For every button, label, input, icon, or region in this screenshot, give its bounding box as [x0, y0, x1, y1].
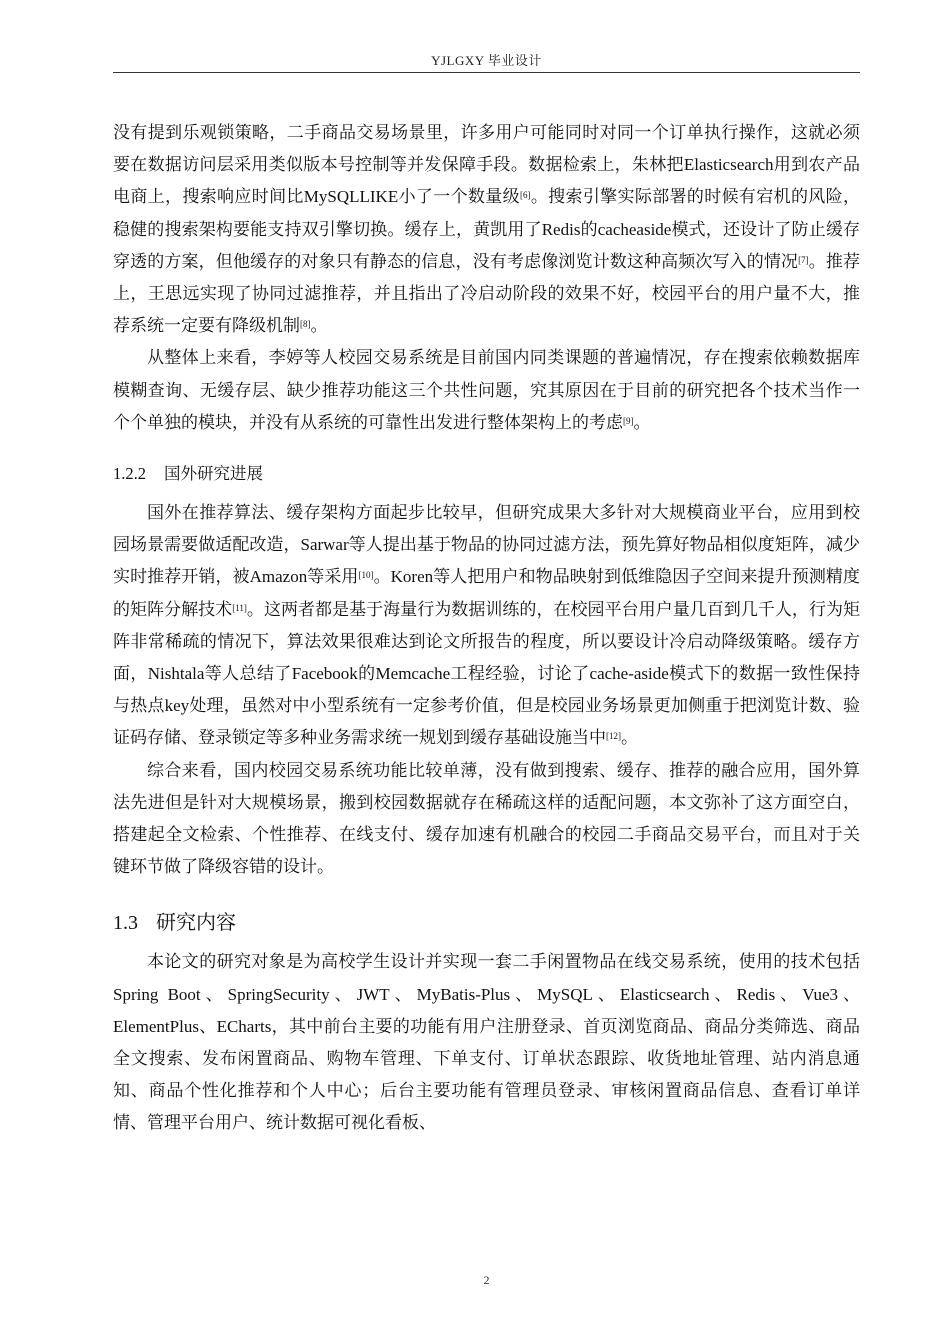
paragraph-text: 。这两者都是基于海量行为数据训练的，在校园平台用户量几百到几千人，行为矩阵非常稀疏的情况下，算法效果很难达到论文所报告的程度，所以要设计冷启动降级策略。缓存方面，Nishtala等人总结了Facebook的Memcache工程经验，讨论了cache-aside模式下的数据一致性保持与热点key处理，虽然对中小型系统有一定参考价值，但是校园业务场景更加侧重于把浏览计数、验证码存储、登录锁定等多种业务需求统一规划到缓存基础设施当中 — [113, 599, 861, 748]
section-heading-1-2-2 — [113, 461, 860, 487]
section-title: 国外研究进展 — [164, 464, 263, 484]
paragraph-domestic-summary — [113, 342, 860, 439]
section-title: 研究内容 — [156, 910, 236, 935]
citation-ref: [7] — [798, 254, 809, 265]
page-header: YJLGXY 毕业设计 — [431, 53, 542, 68]
paragraph-domestic-research-cont — [113, 117, 860, 342]
header-rule — [113, 72, 860, 73]
paragraph-overall-summary — [113, 755, 860, 884]
paragraph-text: 没有提到乐观锁策略，二手商品交易场景里，许多用户可能同时对同一个订单执行操作，这就必须要在数据访问层采用类似版本号控制等并发保障手段。数据检索上，朱林把Elasticsearch用到农产品电商上，搜索响应时间比MySQLLIKE小了一个数量级 — [113, 123, 860, 207]
section-number: 1.2.2 — [113, 464, 146, 484]
paragraph-text: 。 — [621, 728, 638, 748]
paragraph-text: 。 — [633, 412, 651, 432]
paragraph-text: 综合来看，国内校园交易系统功能比较单薄，没有做到搜索、缓存、推荐的融合应用，国外算法先进但是针对大规模场景，搬到校园数据就存在稀疏这样的适配问题，本文弥补了这方面空白，搭建起全文检索、个性推荐、在线支付、缓存加速有机融合的校园二手商品交易平台，而且对于关键环节做了降级容错的设计。 — [113, 760, 860, 877]
citation-ref: [11] — [232, 602, 247, 613]
section-number: 1.3 — [113, 912, 138, 935]
citation-ref: [10] — [358, 570, 374, 581]
paragraph-text: 从整体上来看，李婷等人校园交易系统是目前国内同类课题的普遍情况，存在搜索依赖数据库模糊查询、无缓存层、缺少推荐功能这三个共性问题，究其原因在于目前的研究把各个技术当作一个个单独的模块，并没有从系统的可靠性出发进行整体架构上的考虑 — [113, 348, 860, 432]
paragraph-text: 本论文的研究对象是为高校学生设计并实现一套二手闲置物品在线交易系统，使用的技术包括Spring Boot、SpringSecurity、JWT、MyBatis-Plus、MySQL、Elasticsearch、Redis、Vue3、ElementPlus、ECharts，其中前台主要的功能有用户注册登录、首页浏览商品、商品分类筛选、商品全文搜索、发布闲置商品、购物车管理、下单支付、订单状态跟踪、收货地址管理、站内消息通知、商品个性化推荐和个人中心；后台主要功能有管理员登录、审核闲置商品信息、查看订单详情、管理平台用户、统计数据可视化看板、 — [113, 952, 860, 1133]
citation-ref: [9] — [623, 415, 634, 426]
section-heading-1-3 — [113, 907, 860, 938]
citation-ref: [8] — [300, 319, 311, 330]
paragraph-text: 。推荐上，王思远实现了协同过滤推荐，并且指出了冷启动阶段的效果不好，校园平台的用户量不大，推荐系统一定要有降级机制 — [113, 251, 861, 336]
paragraph-text: 国外在推荐算法、缓存架构方面起步比较早，但研究成果大多针对大规模商业平台，应用到校园场景需要做适配改造，Sarwar等人提出基于物品的协同过滤方法，预先算好物品相似度矩阵，减少实时推荐开销，被Amazon等采用 — [113, 503, 860, 587]
page-number: 2 — [483, 1273, 490, 1287]
citation-ref: [6] — [519, 190, 531, 201]
document-body — [113, 117, 860, 1140]
paragraph-text: 。Koren等人把用户和物品映射到低维隐因子空间来提升预测精度的矩阵分解技术 — [113, 567, 861, 619]
paragraph-text: 。搜索引擎实际部署的时候有宕机的风险，稳健的搜索架构要能支持双引擎切换。缓存上，黄凯用了Redis的cacheaside模式，还设计了防止缓存穿透的方案，但他缓存的对象只有静态的信息，没有考虑像浏览计数这种高频次写入的情况 — [113, 187, 860, 271]
citation-ref: [12] — [606, 731, 621, 742]
paragraph-text: 。 — [310, 316, 328, 336]
paragraph-foreign-research — [113, 497, 860, 755]
paragraph-research-content — [113, 946, 860, 1139]
